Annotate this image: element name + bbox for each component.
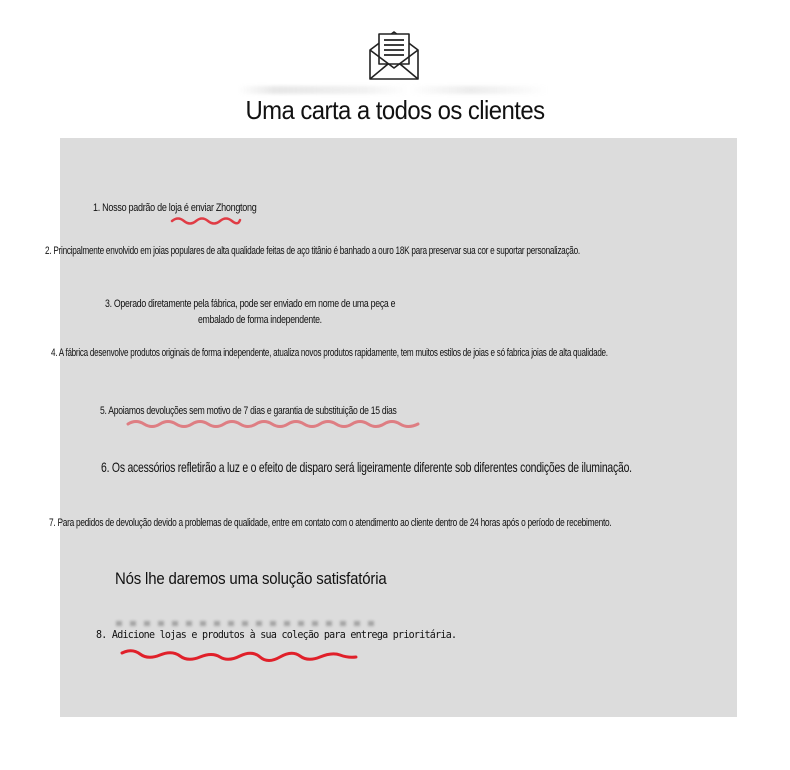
notice-item-5: 5. Apoiamos devoluções sem motivo de 7 dias e garantia de substituição de 15 dias xyxy=(100,405,397,417)
envelope-letter-icon xyxy=(366,26,422,82)
solution-text: Nós lhe daremos uma solução satisfatória xyxy=(115,569,387,588)
red-underline-1 xyxy=(170,214,242,226)
notice-item-3-line1: 3. Operado diretamente pela fábrica, pode ser enviado em nome de uma peça e xyxy=(105,298,396,310)
blurred-marks xyxy=(116,621,376,626)
red-underline-8 xyxy=(118,645,360,665)
notice-item-6: 6. Os acessórios refletirão a luz e o efeito de disparo será ligeiramente diferente sob diferentes condições de iluminação. xyxy=(101,459,632,475)
notice-item-7: 7. Para pedidos de devolução devido a problemas de qualidade, entre em contato com o atendimento ao cliente dentro de 24 horas após o período de recebimento. xyxy=(49,517,612,529)
red-underline-5 xyxy=(126,418,422,430)
notice-item-4: 4. A fábrica desenvolve produtos originais de forma independente, atualiza novos produtos rapidamente, tem muitos estilos de joias e só fabrica joias de alta qualidade. xyxy=(51,347,608,359)
notice-item-1: 1. Nosso padrão de loja é enviar Zhongtong xyxy=(93,202,257,214)
notice-item-2: 2. Principalmente envolvido em joias populares de alta qualidade feitas de aço titânio é banhado a ouro 18K para preservar sua cor e suportar personalização. xyxy=(45,245,580,257)
page-title: Uma carta a todos os clientes xyxy=(245,95,545,125)
notice-item-8: 8. Adicione lojas e produtos à sua coleção para entrega prioritária. xyxy=(96,628,457,641)
notice-item-3-line2: embalado de forma independente. xyxy=(198,314,322,326)
